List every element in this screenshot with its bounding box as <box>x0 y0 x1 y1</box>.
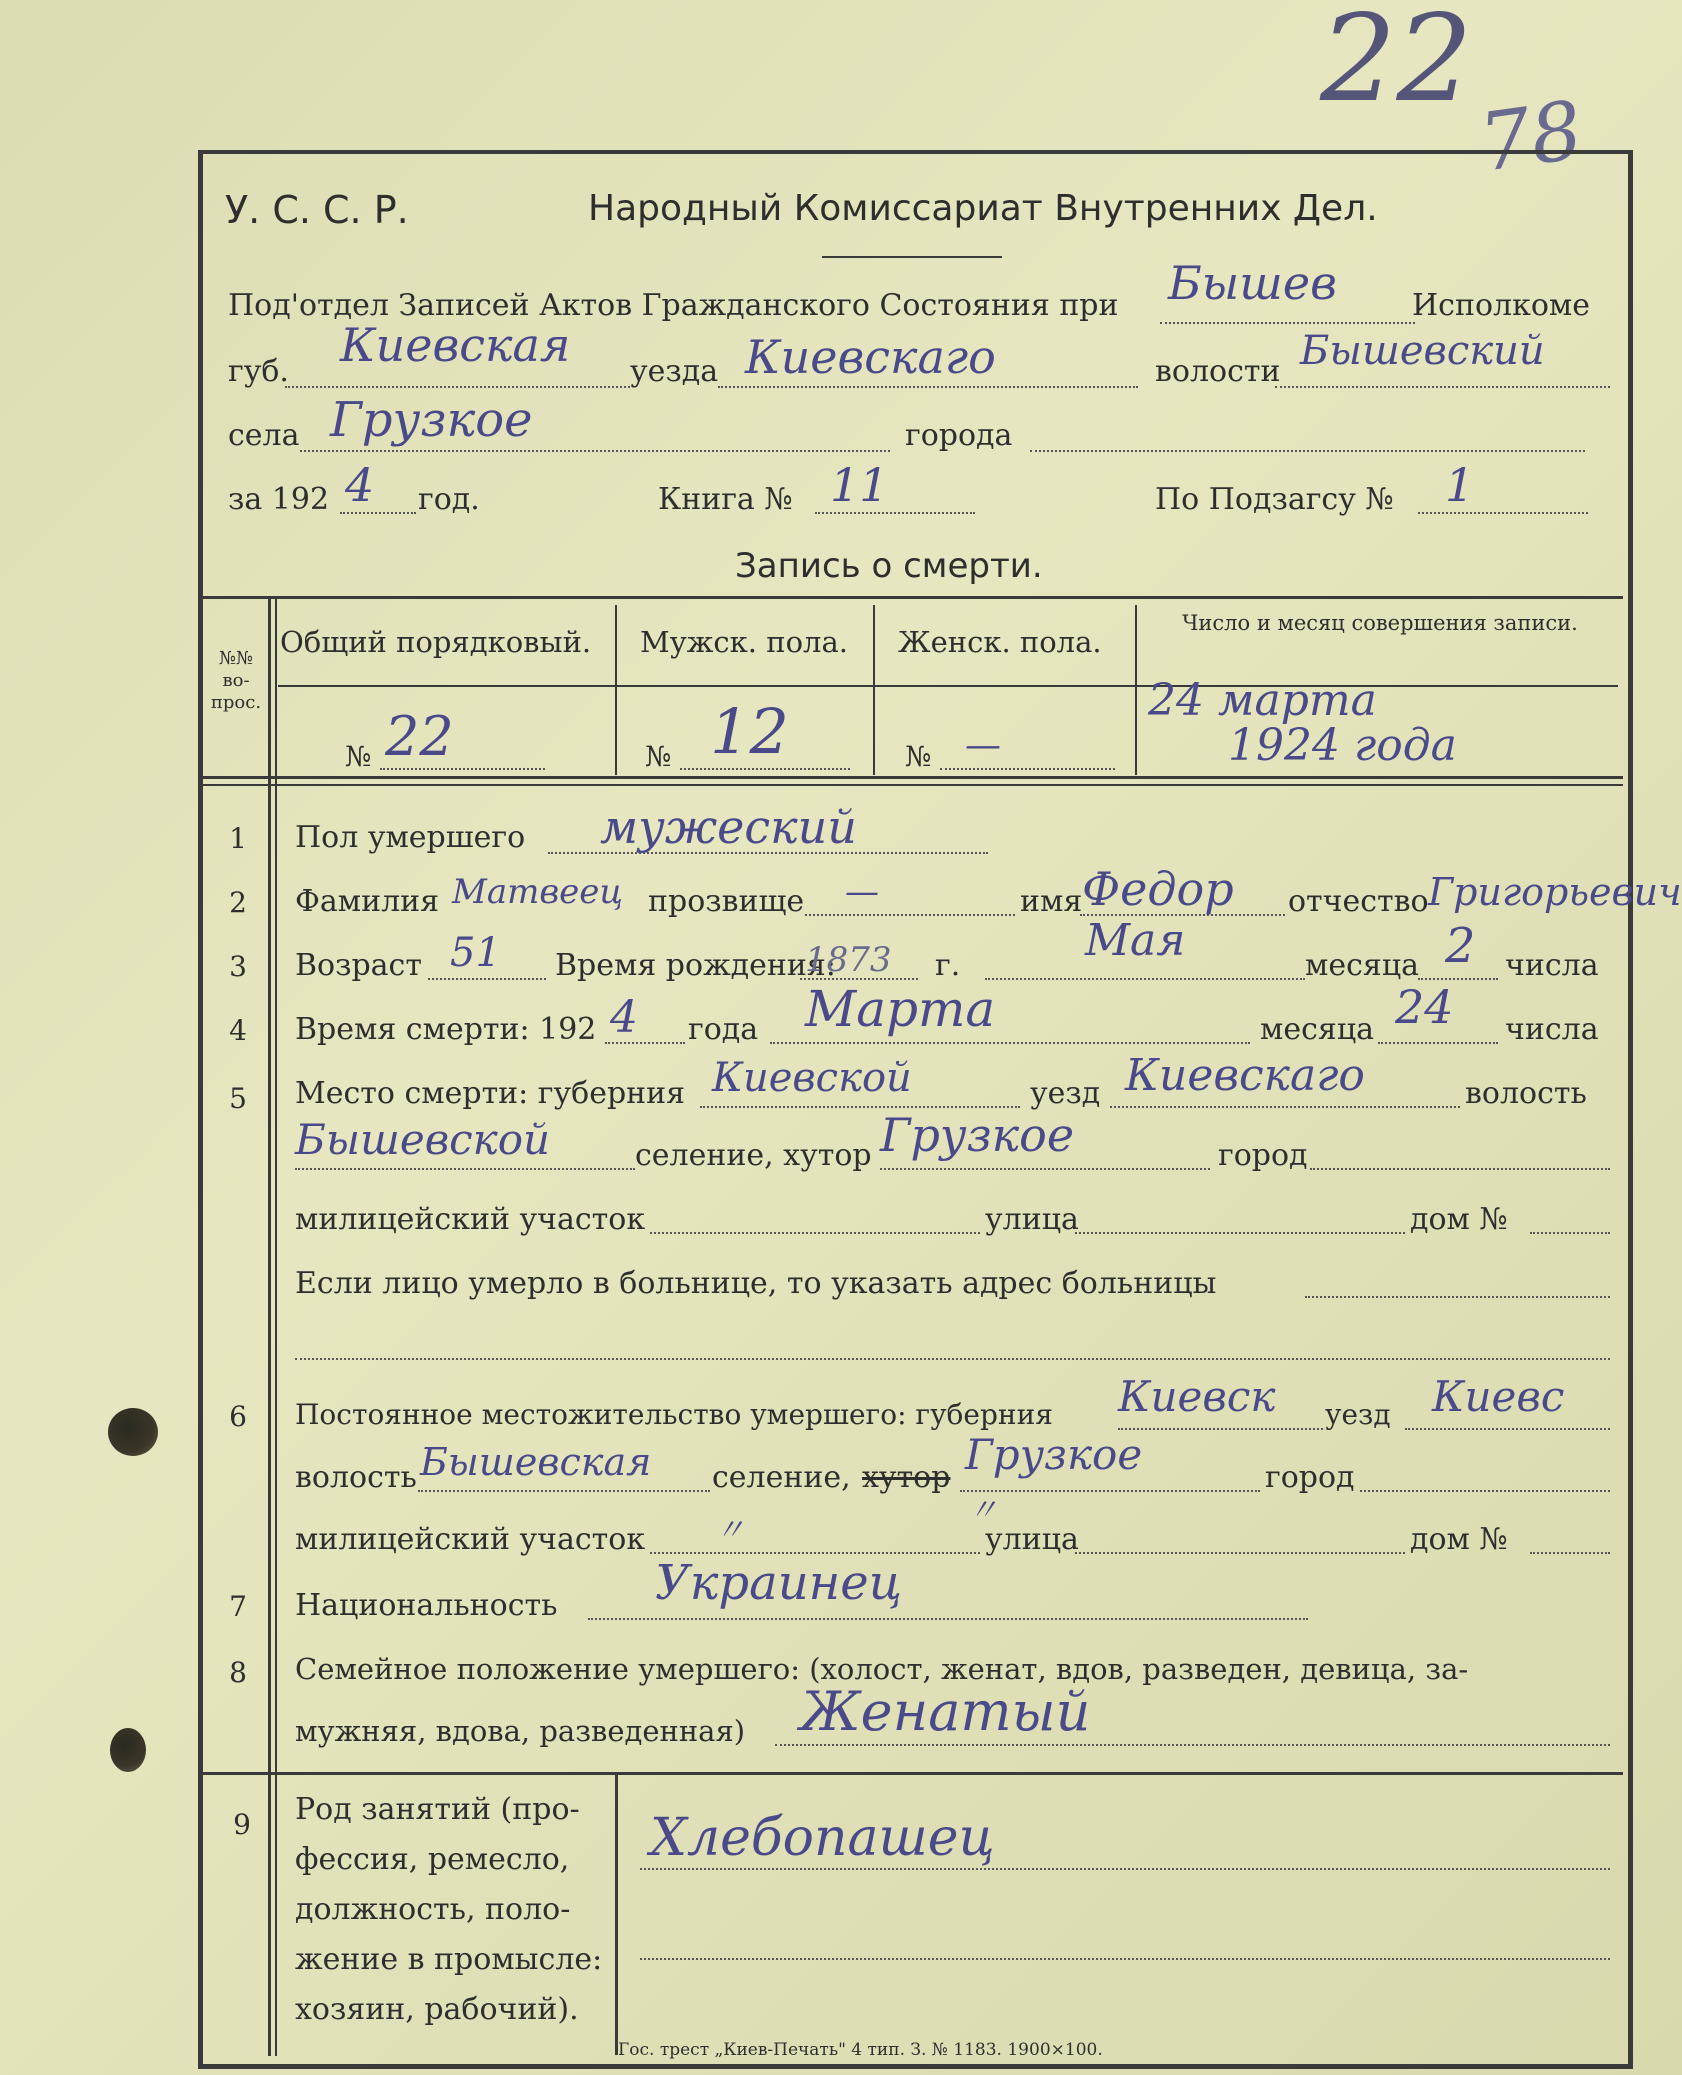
date-line-1: 24 марта <box>1148 675 1377 726</box>
q6-volost-label: волость <box>295 1460 417 1495</box>
q9-label-line-3: должность, поло- <box>295 1892 571 1927</box>
q2-nick-value: — <box>845 872 879 912</box>
date-line-2: 1924 года <box>1228 720 1457 771</box>
q3-month-value: Мая <box>1085 915 1186 966</box>
q9-number: 9 <box>233 1808 251 1841</box>
q3-month-label: месяца <box>1305 948 1419 983</box>
q3-g-label: г. <box>935 948 961 983</box>
sela-label: села <box>228 418 300 453</box>
q1-number: 1 <box>229 822 247 855</box>
q7-number: 7 <box>229 1590 247 1623</box>
q2-nick-label: прозвище <box>648 884 805 919</box>
male-no-label: № <box>645 740 672 773</box>
q2-patronymic-label: отчество <box>1288 884 1429 919</box>
q2-surname-label: Фамилия <box>295 884 440 919</box>
q6-police-value: 〃 <box>715 1513 745 1548</box>
q7-value: Украинец <box>655 1555 903 1611</box>
corner-number: 22 <box>1320 0 1473 129</box>
q1-value: мужеский <box>600 800 857 854</box>
punch-hole-upper <box>108 1408 158 1456</box>
q9-label-line-4: жение в промысле: <box>295 1942 603 1977</box>
q9-label-line-1: Род занятий (про- <box>295 1792 580 1827</box>
q4-month-label: месяца <box>1260 1012 1374 1047</box>
record-title: Запись о смерти. <box>735 546 1043 586</box>
q6-selenie-label: селение, <box>712 1460 851 1495</box>
q5-number: 5 <box>229 1082 247 1115</box>
q4-year-label: года <box>688 1012 759 1047</box>
header-underline <box>822 256 1002 258</box>
male-no-value: 12 <box>710 695 789 768</box>
q4-day-label: числа <box>1505 1012 1599 1047</box>
col-male: Мужск. пола. <box>640 625 848 659</box>
q4-month-value: Марта <box>805 980 996 1038</box>
q8-value: Женатый <box>800 1680 1091 1743</box>
year-value: 4 <box>345 458 375 512</box>
gub-value: Киевская <box>340 318 571 372</box>
q5-uezd-value: Киевскаго <box>1125 1050 1365 1101</box>
uezd-label: уезда <box>630 354 719 389</box>
q3-birth-year: 1873 <box>805 940 892 980</box>
q5-hospital-label: Если лицо умерло в больнице, то указать адрес больницы <box>295 1266 1217 1301</box>
podzag-label: По Подзагсу № <box>1155 482 1394 517</box>
q5-gub-label: Место смерти: губерния <box>295 1076 686 1111</box>
q5-gorod-label: город <box>1218 1138 1308 1173</box>
q7-label: Национальность <box>295 1588 558 1623</box>
q1-label: Пол умершего <box>295 820 526 855</box>
col-question-number: №№ во- прос. <box>210 648 262 713</box>
q8-number: 8 <box>229 1656 247 1689</box>
q9-value: Хлебопашец <box>650 1808 995 1868</box>
q6-street-value: 〃 <box>968 1493 998 1528</box>
q6-gub-value: Киевск <box>1118 1372 1276 1421</box>
uezd-value: Киевскаго <box>745 330 996 384</box>
header-ussr: У. С. С. Р. <box>225 188 409 232</box>
col-general: Общий порядковый. <box>280 625 592 659</box>
q9-label-line-2: фессия, ремесло, <box>295 1842 570 1877</box>
office-suffix: Исполкоме <box>1412 288 1590 323</box>
col-date: Число и месяц совершения записи. <box>1182 611 1578 635</box>
q2-surname-value: Матвеец <box>452 872 624 912</box>
q4-number: 4 <box>229 1014 247 1047</box>
sela-value: Грузкое <box>330 392 533 448</box>
q6-number: 6 <box>229 1400 247 1433</box>
q5-house-label: дом № <box>1410 1202 1508 1237</box>
q5-selenie-label: селение, хутор <box>635 1138 872 1173</box>
podzag-value: 1 <box>1445 458 1475 512</box>
general-no-label: № <box>345 740 372 773</box>
office-value: Бышев <box>1168 256 1337 310</box>
q5-selenie-value: Грузкое <box>880 1108 1075 1162</box>
female-no-label: № <box>905 740 932 773</box>
corner-number-small: 78 <box>1474 83 1588 190</box>
year-suffix: год. <box>418 482 480 517</box>
year-label: за 192 <box>228 482 330 517</box>
q9-label-line-5: хозяин, рабочий). <box>295 1992 579 2027</box>
q3-age-value: 51 <box>450 930 501 976</box>
header-nkvd: Народный Комиссариат Внутренних Дел. <box>588 188 1378 229</box>
q6-gorod-label: город <box>1265 1460 1355 1495</box>
q2-number: 2 <box>229 886 247 919</box>
printer-footer: Гос. трест „Киев-Печать" 4 тип. З. № 1183. 1900×100. <box>618 2040 1103 2060</box>
q6-selenie-value: Грузкое <box>965 1430 1143 1479</box>
q5-police-label: милицейский участок <box>295 1202 646 1237</box>
female-no-value: — <box>965 725 1001 766</box>
book-value: 11 <box>830 458 889 512</box>
general-no-value: 22 <box>385 705 454 768</box>
q5-volost-label: волость <box>1465 1076 1587 1111</box>
q5-uezd-label: уезд <box>1030 1076 1101 1111</box>
q4-label: Время смерти: 192 <box>295 1012 597 1047</box>
q5-street-label: улица <box>985 1202 1079 1237</box>
q5-volost-value: Бышевской <box>295 1115 551 1164</box>
gub-label: губ. <box>228 354 289 389</box>
volost-value: Бышевский <box>1300 328 1545 374</box>
q6-volost-value: Бышевская <box>420 1440 652 1484</box>
goroda-label: города <box>905 418 1013 453</box>
q2-name-value: Федор <box>1082 862 1234 916</box>
punch-hole-lower <box>110 1728 146 1772</box>
q8-label: Семейное положение умершего: (холост, женат, вдов, разведен, девица, за- <box>295 1652 1469 1686</box>
q6-uezd-value: Киевс <box>1432 1372 1565 1421</box>
q4-year-value: 4 <box>610 992 638 1043</box>
q6-uezd-label: уезд <box>1325 1398 1391 1431</box>
q6-label: Постоянное местожительство умершего: губерния <box>295 1398 1053 1431</box>
volost-label: волости <box>1155 354 1281 389</box>
q6-khutor-label: хутор <box>862 1460 951 1495</box>
q4-day-value: 24 <box>1395 980 1454 1034</box>
office-label: Под'отдел Записей Актов Гражданского Состояния при <box>228 288 1119 323</box>
q6-police-label: милицейский участок <box>295 1522 646 1557</box>
q3-day-value: 2 <box>1445 918 1476 974</box>
q6-house-label: дом № <box>1410 1522 1508 1557</box>
q2-name-label: имя <box>1020 884 1083 919</box>
q3-number: 3 <box>229 950 247 983</box>
q2-patronymic-value: Григорьевич <box>1428 870 1682 914</box>
q8-label-2: мужняя, вдова, разведенная) <box>295 1714 746 1748</box>
q3-day-label: числа <box>1505 948 1599 983</box>
col-female: Женск. пола. <box>898 625 1102 659</box>
q3-age-label: Возраст <box>295 948 422 983</box>
q3-birth-label: Время рождения: <box>555 948 836 983</box>
q5-gub-value: Киевской <box>712 1055 912 1101</box>
q6-street-label: улица <box>985 1522 1079 1557</box>
book-label: Книга № <box>658 482 793 517</box>
